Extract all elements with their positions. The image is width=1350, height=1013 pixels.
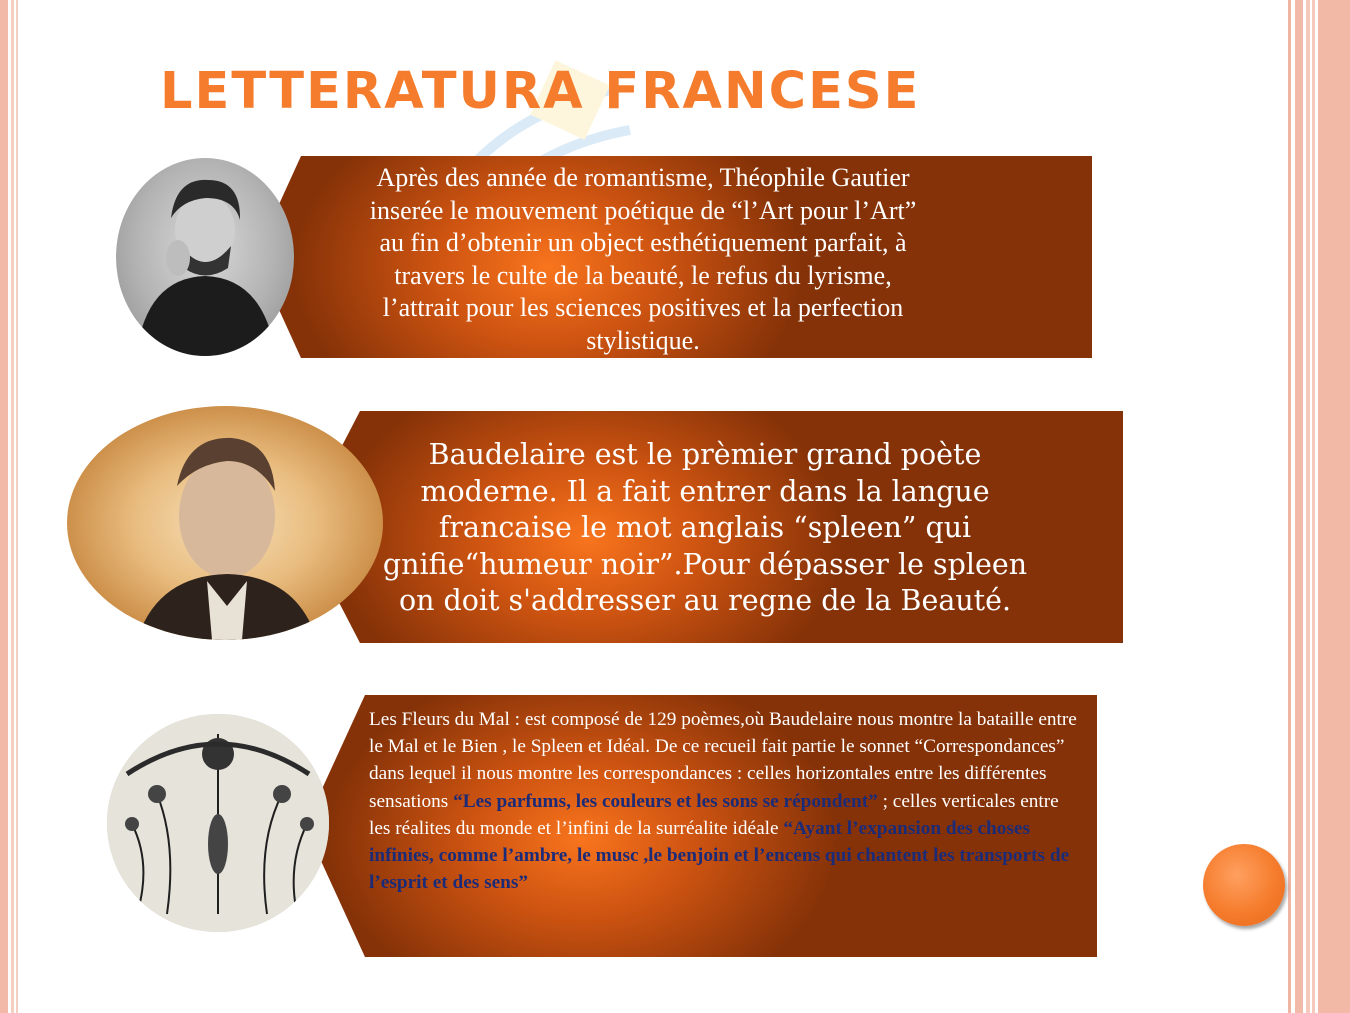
engraving-fleurs-du-mal bbox=[107, 714, 329, 932]
panel-text bbox=[355, 437, 1055, 620]
left-decorative-border bbox=[0, 0, 22, 1013]
panel-text bbox=[268, 162, 1018, 357]
portrait-icon bbox=[67, 406, 383, 640]
text-line: on doit s'addresser au regne de la Beauté. bbox=[398, 584, 1012, 617]
text-line: Après des année de romantisme, Théophile Gautier bbox=[376, 163, 910, 192]
right-decorative-border bbox=[1288, 0, 1350, 1013]
text-segment: Les Fleurs du Mal : est composé de 129 poèmes,où Baudelaire nous montre la bataille entre le Mal et le Bien , le Spleen et Idéal. De ce recueil fait partie le sonnet “Correspondances” dans lequel il nous montre les correspondances : celles horizontales entre les différentes sensations bbox=[369, 709, 1077, 812]
text-line: inserée le mouvement poétique de “l’Art pour l’Art” bbox=[369, 195, 917, 225]
text-line: gnifie“humeur noir”.Pour dépasser le spleen bbox=[382, 547, 1028, 581]
quote-highlight: “Ayant l’expansion des choses infinies, comme l’ambre, le musc ,le benjoin et l’encens qui chantent les transports de l’esprit et des sens” bbox=[369, 817, 1070, 894]
text-line: stylistique. bbox=[586, 325, 700, 355]
text-line: Baudelaire est le prèmier grand poète bbox=[428, 438, 982, 471]
text-line: francaise le mot anglais “spleen” qui bbox=[438, 511, 972, 544]
panel-text bbox=[369, 706, 1081, 896]
text-line: l’attrait pour les sciences positives et la perfection bbox=[382, 293, 904, 322]
slide-title: LETTERATURA FRANCESE bbox=[160, 62, 921, 121]
text-line: travers le culte de la beauté, le refus du lyrisme, bbox=[394, 260, 892, 290]
text-line: au fin d’obtenir un object esthétiquement parfait, à bbox=[379, 228, 907, 257]
portrait-baudelaire bbox=[67, 406, 383, 640]
decorative-orb bbox=[1203, 844, 1285, 926]
text-line: moderne. Il a fait entrer dans la langue bbox=[420, 474, 990, 508]
quote-highlight: “Les parfums, les couleurs et les sons se répondent” bbox=[453, 790, 878, 812]
text-segment: ; celles verticales entre les réalites du monde et l’infini de la surréalite idéale bbox=[369, 790, 1059, 839]
engraving-icon bbox=[107, 714, 329, 932]
